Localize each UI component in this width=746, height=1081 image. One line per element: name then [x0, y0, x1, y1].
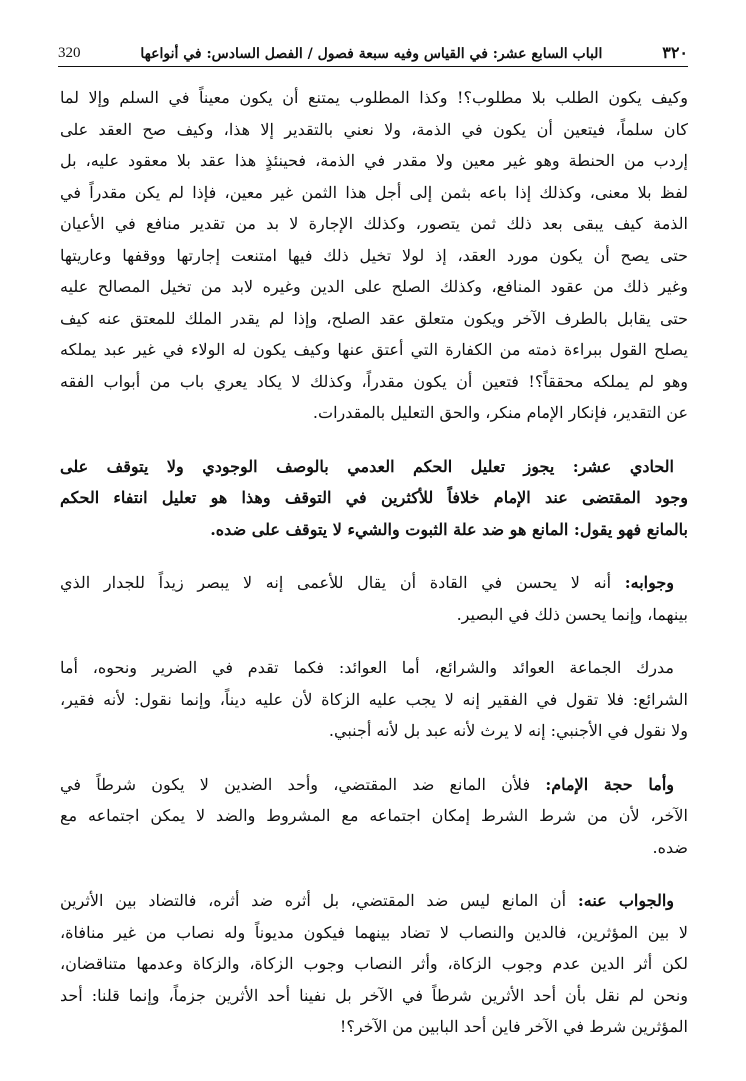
text-line: لفظ بلا معنى، وكذلك إذا باعه بثمن إلى أجل هذا الثمن غير معين، فإذا لم يكن مقدراً في	[60, 182, 688, 202]
paragraph-taqdir	[60, 82, 688, 429]
text-line: وهو لم يملكه محققاً؟! فتعين أن يكون مقدراً، وكذلك لا يكاد يعري باب من أبواب الفقه	[60, 371, 688, 391]
text-line: ضده.	[652, 837, 688, 857]
page-number-arabic: ٣٢٠	[662, 43, 688, 62]
text-line: إردب من الحنطة وهو غير معين ولا مقدر في الذمة، فحينئذٍ هذا عقد بلا معقود عليه، بل	[60, 151, 688, 170]
paragraph-answer	[60, 567, 688, 630]
text-line: لا بين المؤثرين، فالدين والنصاب لا تضاد بينهما فيكون مديوناً وله نصاب من غير منافاة،	[60, 922, 688, 942]
paragraph-imam-argument	[60, 769, 688, 864]
text-line: المؤثرين شرط في الآخر فاين أحد البابين من الآخر؟!	[339, 1017, 688, 1036]
text-line: لكن أثر الدين عدم وجوب الزكاة، وأثر النصاب وجوب الزكاة، والزكاة وعدمها متناقضان،	[60, 954, 688, 973]
paragraph-reply	[60, 885, 688, 1043]
text-line: بينهما، وإنما يحسن ذلك في البصير.	[456, 604, 688, 624]
text-line: عن التقدير، فإنكار الإمام منكر، والحق التعليل بالمقدرات.	[312, 403, 688, 422]
running-header	[58, 32, 688, 67]
page-number-latin: 320	[58, 45, 81, 61]
text-line: يصلح القول ببراءة ذمته من الكفارة التي أعتق عنها وكيف يكون له الولاء في غير عبد يملكه	[60, 340, 688, 359]
running-title: الباب السابع عشر: في القياس وفيه سبعة فصول / الفصل السادس: في أنواعها	[140, 46, 603, 62]
page-body	[60, 82, 688, 1043]
text-line: الذمة كيف يبقى بعد ذلك ثمن يتصور، وكذلك الإجارة لا بد من تقدير منافع في الأعيان	[60, 214, 688, 233]
text-line: الآخر، لأن من شرط الشرط إمكان اجتماعه مع المشروط والضد لا يمكن اجتماعه مع	[60, 806, 688, 825]
paragraph-lead: والجواب عنه:	[577, 891, 675, 910]
paragraph-lead: وأما حجة الإمام:	[545, 774, 674, 794]
text-line: وجود المقتضى عند الإمام خلافاً للأكثرين في التوقف وهذا هو تعليل انتفاء الحكم	[60, 488, 688, 507]
text-line: مدرك الجماعة العوائد والشرائع، أما العوائد: فكما تقدم في الضرير ونحوه، أما	[60, 658, 674, 677]
paragraph-majority-evidence	[60, 652, 688, 747]
text-line: والجواب عنه: أن المانع ليس ضد المقتضي، بل أثره ضد أثره، فالتضاد بين الأثرين	[60, 891, 675, 910]
section-eleventh-heading	[60, 451, 688, 546]
text-line: بالمانع فهو يقول: المانع هو ضد علة الثبوت والشيء لا يتوقف على ضده.	[210, 519, 688, 539]
paragraph-lead: وجوابه:	[624, 573, 674, 592]
text-line: ونحن لم نقل بأن أحد الأثرين شرطاً في الآخر بل نفينا أحد الأثرين جزماً، وإنما قلنا: أحد	[60, 985, 688, 1005]
text-line: ولا نقول في الأجنبي: إنه لا يرث لأنه عبد بل لأنه أجنبي.	[328, 721, 688, 740]
text-line: وجوابه: أنه لا يحسن في القادة أن يقال للأعمى إنه لا يبصر زيداً للجدار الذي	[60, 573, 674, 592]
text-line: وغير ذلك من عقود المنافع، وكذلك الصلح على الدين وغيره لابد من تخيل المصالح عليه	[60, 277, 688, 296]
text-line: كان سلماً، فيتعين أن يكون في الذمة، ولا نعني بالتقدير إلا هذا، وكيف صح العقد على	[60, 119, 688, 139]
text-line: وأما حجة الإمام: فلأن المانع ضد المقتضي، وأحد الضدين لا يكون شرطاً في	[60, 774, 674, 794]
text-line: حتى يقابل بالطرف الآخر ويكون متعلق عقد الصلح، وإذا لم يقدر الملك للمعتق عنه كيف	[60, 308, 688, 328]
text-line: حتى يصح أن يكون مورد العقد، إذ لولا تخيل ذلك فيها امتنعت إجارتها ووقفها وعاريتها	[60, 245, 688, 265]
text-line: الشرائع: فلا تقول في الفقير إنه لا يجب عليه الزكاة لأن عليه ديناً، وإنما نقول: لأنه فقير،	[60, 689, 688, 709]
text-line: الحادي عشر: يجوز تعليل الحكم العدمي بالوصف الوجودي ولا يتوقف على	[60, 456, 675, 476]
text-line: وكيف يكون الطلب بلا مطلوب؟! وكذا المطلوب يمتنع أن يكون معيناً في السلم وإلا لما	[60, 88, 688, 107]
